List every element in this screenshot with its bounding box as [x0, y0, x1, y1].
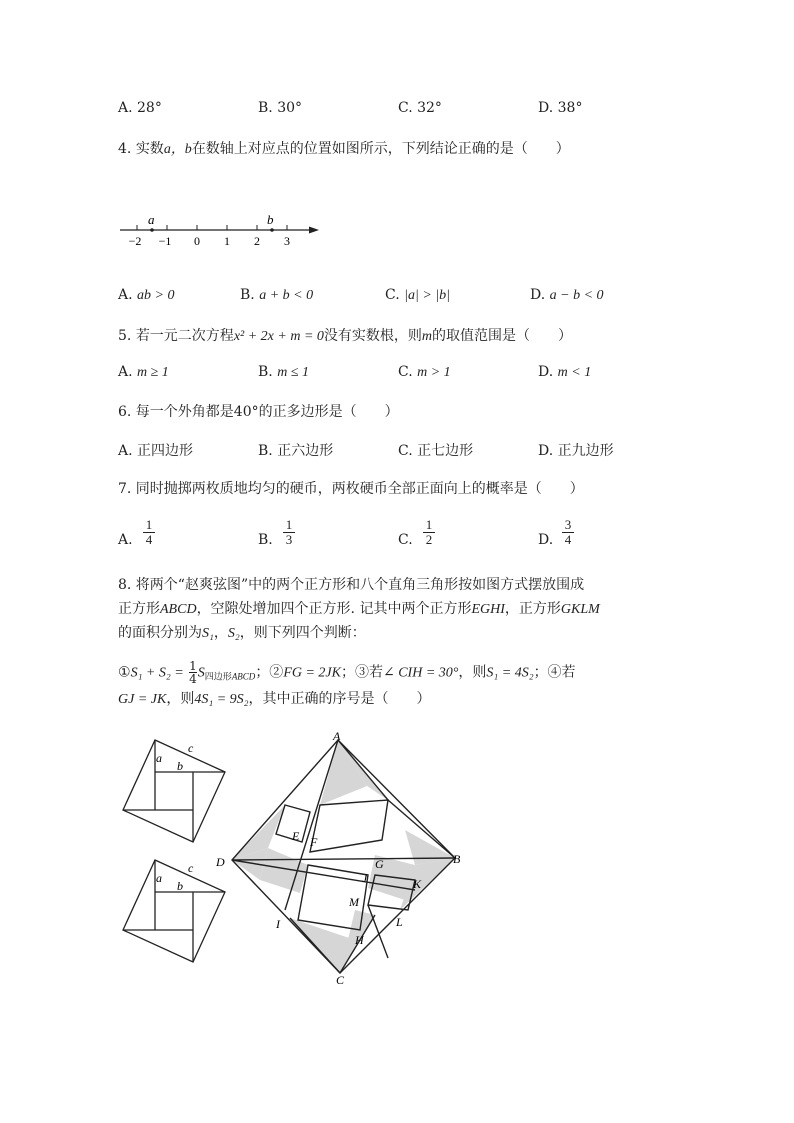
q4-option-c — [385, 287, 450, 304]
vertex-b: B — [453, 852, 461, 866]
option-letter: A. — [118, 287, 133, 303]
fraction-denominator: 4 — [145, 532, 153, 547]
q5-stem-pre: 若一元二次方程 — [135, 328, 234, 344]
option-math: a + b < 0 — [259, 288, 314, 303]
q3-option-c: C. 32° — [398, 100, 442, 116]
math: GJ = JK — [118, 692, 167, 707]
option-math: m ≤ 1 — [277, 365, 309, 380]
label-a: a — [156, 871, 162, 885]
option-math: ab > 0 — [137, 288, 175, 303]
q3-option-a: A. 28° — [118, 100, 162, 116]
option-letter: D. — [530, 287, 546, 303]
fraction-numerator: 1 — [283, 518, 295, 533]
tick-label: 3 — [284, 234, 290, 248]
vertex-f: F — [310, 835, 318, 849]
option-letter: B. — [258, 364, 273, 380]
big-square-figure — [210, 730, 475, 990]
q5-option-b — [258, 364, 309, 381]
text: ，则下列四个判断： — [239, 625, 366, 641]
q5-stem-mid: 没有实数根，则 — [323, 328, 422, 344]
q3-option-b: B. 30° — [258, 100, 303, 116]
option-letter: C. — [398, 364, 413, 380]
text: ， — [213, 625, 228, 641]
number-line-arrow — [309, 227, 319, 234]
fraction-numerator: 1 — [423, 518, 435, 533]
math: S₁ = 4S₂ — [486, 665, 534, 681]
option-math: |a| > |b| — [404, 288, 450, 303]
option-math: m < 1 — [557, 365, 592, 380]
text: 的面积分别为 — [118, 625, 202, 641]
label-a: a — [156, 751, 162, 765]
q7-option-a-letter: A. — [118, 532, 133, 548]
math: EGHI — [471, 602, 505, 617]
option-math: m > 1 — [417, 365, 451, 380]
text: ① — [118, 664, 131, 681]
q6-option-c: C. 正七边形 — [398, 443, 474, 459]
text: ，则 — [166, 691, 195, 707]
q8-line-2 — [118, 598, 600, 618]
text: ，正方形 — [504, 601, 561, 617]
text: ；④若 — [533, 664, 576, 681]
q5-stem-post: 的取值范围是（ ） — [432, 328, 573, 344]
q8-line-4 — [118, 660, 576, 685]
fraction — [189, 660, 197, 685]
fraction-numerator: 1 — [189, 659, 197, 673]
fraction-denominator: 4 — [564, 532, 572, 547]
math: ∠ CIH = 30° — [382, 665, 459, 681]
option-math: a − b < 0 — [549, 288, 604, 303]
q8-line-3 — [118, 622, 366, 642]
math: 4S₁ = 9S₂ — [194, 692, 249, 707]
vertex-l: L — [396, 915, 403, 929]
q8-line-5 — [118, 688, 431, 708]
subscript: ABCD — [231, 671, 256, 682]
q7-option-b-letter: B. — [258, 532, 273, 548]
vertex-m: M — [349, 895, 359, 909]
q7-option-c-fraction — [423, 518, 435, 547]
text: ，则 — [458, 664, 487, 681]
label-b: b — [177, 759, 183, 773]
point-a-marker — [150, 228, 154, 232]
math: S₁ + S₂ = — [130, 665, 184, 681]
fraction-numerator: 1 — [143, 518, 155, 533]
vertex-i: I — [276, 917, 280, 931]
text: ，空隙处增加四个正方形. 记其中两个正方形 — [196, 601, 472, 617]
text: 正方形 — [118, 601, 160, 617]
q4-stem-post: 在数轴上对应点的位置如图所示，下列结论正确的是（ ） — [191, 141, 570, 157]
q7-option-c-letter: C. — [398, 532, 413, 548]
tick-label: 1 — [224, 234, 230, 248]
option-letter: A. — [118, 364, 133, 380]
q6-option-b: B. 正六边形 — [258, 443, 334, 459]
q4-stem-pre: 实数 — [135, 141, 164, 157]
q4-option-a — [118, 287, 174, 304]
label-c: c — [188, 861, 194, 875]
point-b-marker — [270, 228, 274, 232]
option-letter: D. — [538, 364, 554, 380]
label-c: c — [188, 741, 194, 755]
q5-var: m — [421, 329, 433, 344]
option-math: m ≥ 1 — [137, 365, 169, 380]
vertex-c: C — [336, 973, 345, 987]
q5-option-d — [538, 364, 591, 381]
fraction-denominator: 2 — [425, 532, 433, 547]
q6-stem: 6. 每一个外角都是40°的正多边形是（ ） — [118, 404, 399, 420]
math: S₁ — [202, 626, 214, 641]
q3-option-d: D. 38° — [538, 100, 583, 116]
q5-option-c — [398, 364, 451, 381]
fraction-numerator: 3 — [562, 518, 574, 533]
tick-label: 0 — [194, 234, 200, 248]
q4-stem — [118, 138, 570, 158]
q5-option-a — [118, 364, 169, 381]
q7-option-d-fraction — [562, 518, 574, 547]
fraction-denominator: 3 — [285, 532, 293, 547]
q5-stem — [118, 325, 572, 345]
label-b: b — [177, 879, 183, 893]
point-b-label: b — [267, 212, 274, 227]
q4-option-d — [530, 287, 604, 304]
tick-label: −2 — [128, 234, 142, 248]
number-line — [115, 205, 325, 250]
q7-option-b-fraction — [283, 518, 295, 547]
vertex-g: G — [375, 857, 384, 871]
text: ；② — [255, 664, 284, 681]
q4-stem-vars: a，b — [163, 142, 192, 157]
vertex-h: H — [355, 933, 364, 947]
math: S — [197, 665, 205, 681]
vertex-d: D — [216, 855, 225, 869]
tick-label: −1 — [158, 234, 172, 248]
square-upper-inner — [310, 800, 388, 852]
vertex-e: E — [292, 829, 300, 843]
subscript: 四边形 — [204, 672, 232, 683]
option-letter: C. — [385, 287, 400, 303]
vertex-k: K — [413, 877, 422, 891]
vertex-a: A — [333, 730, 341, 743]
q4-number: 4. — [118, 141, 132, 157]
text: ；③若 — [340, 664, 383, 681]
shaded-quad — [260, 848, 308, 893]
q5-number: 5. — [118, 328, 132, 344]
q8-line-1: 8. 将两个“赵爽弦图”中的两个正方形和八个直角三角形按如图方式摆放围成 — [118, 577, 585, 593]
fraction-denominator: 4 — [189, 672, 197, 686]
point-a-label: a — [148, 212, 155, 227]
math: ABCD — [160, 602, 197, 617]
tick-label: 2 — [254, 234, 260, 248]
text: ，其中正确的序号是（ ） — [248, 691, 431, 707]
math: GKLM — [560, 602, 600, 617]
q7-option-a-fraction — [143, 518, 155, 547]
q7-stem: 7. 同时抛掷两枚质地均匀的硬币，两枚硬币全部正面向上的概率是（ ） — [118, 481, 584, 497]
option-letter: B. — [240, 287, 255, 303]
vertex-j: J — [362, 871, 368, 885]
q6-option-a: A. 正四边形 — [118, 443, 194, 459]
q6-option-d: D. 正九边形 — [538, 443, 614, 459]
q7-option-d-letter: D. — [538, 532, 554, 548]
q5-equation: x² + 2x + m = 0 — [233, 329, 324, 344]
math: S₂ — [227, 626, 240, 641]
math: FG = 2JK — [283, 665, 341, 681]
q4-option-b — [240, 287, 313, 304]
